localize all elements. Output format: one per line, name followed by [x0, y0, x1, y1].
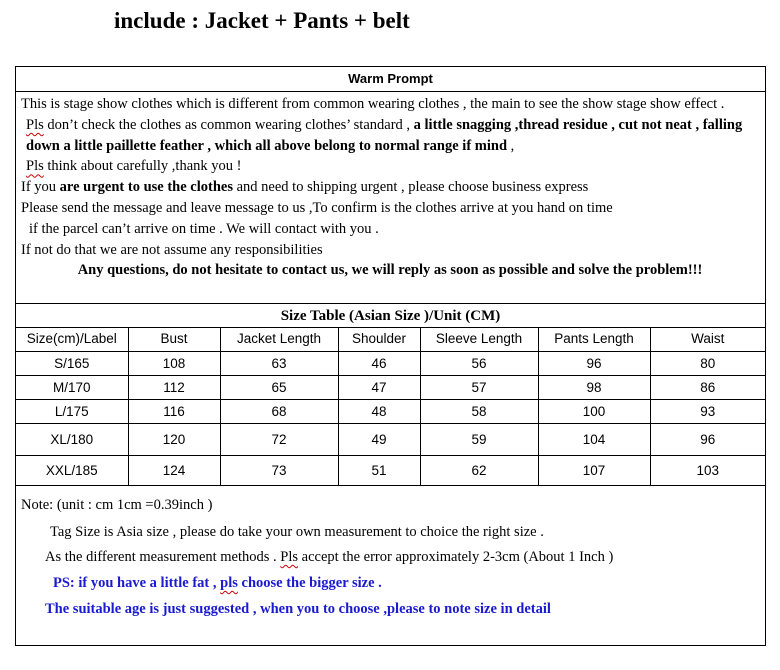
table-cell: 73	[220, 455, 338, 485]
table-cell: 80	[650, 351, 765, 375]
table-header-row	[16, 327, 765, 351]
table-cell: 57	[420, 375, 538, 399]
prompt-line-6: if the parcel can’t arrive on time . We will contact with you .	[29, 220, 379, 237]
table-cell: 96	[650, 423, 765, 455]
column-header: Shoulder	[338, 327, 420, 351]
prompt-line-4-a: If you	[21, 179, 60, 196]
column-header: Pants Length	[538, 327, 650, 351]
table-row	[16, 375, 765, 399]
table-cell: 47	[338, 375, 420, 399]
table-cell: 68	[220, 399, 338, 423]
table-cell: 51	[338, 455, 420, 485]
note-ps-a: PS: if you have a little fat ,	[53, 575, 221, 591]
size-table	[16, 327, 765, 486]
table-cell: 120	[128, 423, 220, 455]
table-cell: 103	[650, 455, 765, 485]
table-cell: 63	[220, 351, 338, 375]
table-row	[16, 423, 765, 455]
prompt-line-2-bold: a little snagging ,thread residue , cut not neat , falling down a little paillette feather , which all above belong to normal range if mind	[26, 116, 743, 154]
prompt-line-3	[21, 156, 759, 177]
table-cell: L/175	[16, 399, 128, 423]
size-table-title: Size Table (Asian Size )/Unit (CM)	[16, 303, 765, 328]
table-cell: 112	[128, 375, 220, 399]
page-title: include : Jacket + Pants + belt	[114, 8, 410, 33]
table-cell: 65	[220, 375, 338, 399]
table-cell: 58	[420, 399, 538, 423]
table-cell: M/170	[16, 375, 128, 399]
pls-word: pls	[220, 575, 238, 591]
pls-word: Pls	[26, 158, 44, 175]
note-measurement-b: accept the error approximately 2-3cm (About 1 Inch )	[298, 549, 614, 565]
column-header: Bust	[128, 327, 220, 351]
note-measurement-a: As the different measurement methods .	[45, 549, 281, 565]
prompt-line-2	[21, 115, 759, 157]
prompt-line-8: Any questions, do not hesitate to contact us, we will reply as soon as possible and solve the problem!!!	[77, 262, 703, 279]
column-header: Jacket Length	[220, 327, 338, 351]
table-cell: 59	[420, 423, 538, 455]
warm-prompt-text	[21, 94, 759, 281]
column-header: Sleeve Length	[420, 327, 538, 351]
table-cell: 49	[338, 423, 420, 455]
prompt-line-2-normal: don’t check the clothes as common wearing clothes’ standard ,	[43, 116, 414, 133]
table-cell: XL/180	[16, 423, 128, 455]
table-cell: 56	[420, 351, 538, 375]
note-unit: Note: (unit : cm 1cm =0.39inch )	[21, 497, 213, 513]
table-cell: 124	[128, 455, 220, 485]
note-ps	[53, 575, 382, 592]
prompt-line-3-rest: think about carefully ,thank you !	[43, 158, 242, 175]
prompt-line-7: If not do that we are not assume any responsibilities	[21, 241, 323, 258]
note-age: The suitable age is just suggested , when you to choose ,please to note size in detail	[45, 601, 551, 617]
table-cell: 104	[538, 423, 650, 455]
table-cell: 62	[420, 455, 538, 485]
table-cell: 96	[538, 351, 650, 375]
table-cell: 72	[220, 423, 338, 455]
note-tag-size: Tag Size is Asia size , please do take your own measurement to choice the right size .	[50, 524, 544, 540]
table-cell: 116	[128, 399, 220, 423]
pls-word: Pls	[26, 116, 44, 133]
table-cell: 48	[338, 399, 420, 423]
prompt-line-4-bold: are urgent to use the clothes	[59, 179, 233, 196]
table-row	[16, 351, 765, 375]
column-header: Size(cm)/Label	[16, 327, 128, 351]
pls-word: Pls	[280, 549, 299, 565]
prompt-line-5: Please send the message and leave message to us ,To confirm is the clothes arrive at you hand on time	[21, 199, 613, 216]
prompt-line-1: This is stage show clothes which is different from common wearing clothes , the main to see the show stage show effect .	[21, 96, 725, 112]
table-cell: 100	[538, 399, 650, 423]
table-cell: 86	[650, 375, 765, 399]
table-cell: 46	[338, 351, 420, 375]
column-header: Waist	[650, 327, 765, 351]
prompt-line-2-end: ,	[507, 137, 515, 154]
table-cell: 98	[538, 375, 650, 399]
prompt-line-4	[21, 177, 759, 198]
table-row	[16, 399, 765, 423]
table-cell: 108	[128, 351, 220, 375]
note-ps-b: choose the bigger size .	[237, 575, 382, 591]
table-cell: XXL/185	[16, 455, 128, 485]
table-cell: S/165	[16, 351, 128, 375]
note-measurement	[45, 549, 613, 566]
table-row	[16, 455, 765, 485]
prompt-line-4-b: and need to shipping urgent , please choose business express	[232, 179, 589, 196]
info-box	[15, 66, 766, 646]
warm-prompt-title: Warm Prompt	[16, 67, 765, 92]
table-cell: 93	[650, 399, 765, 423]
table-cell: 107	[538, 455, 650, 485]
